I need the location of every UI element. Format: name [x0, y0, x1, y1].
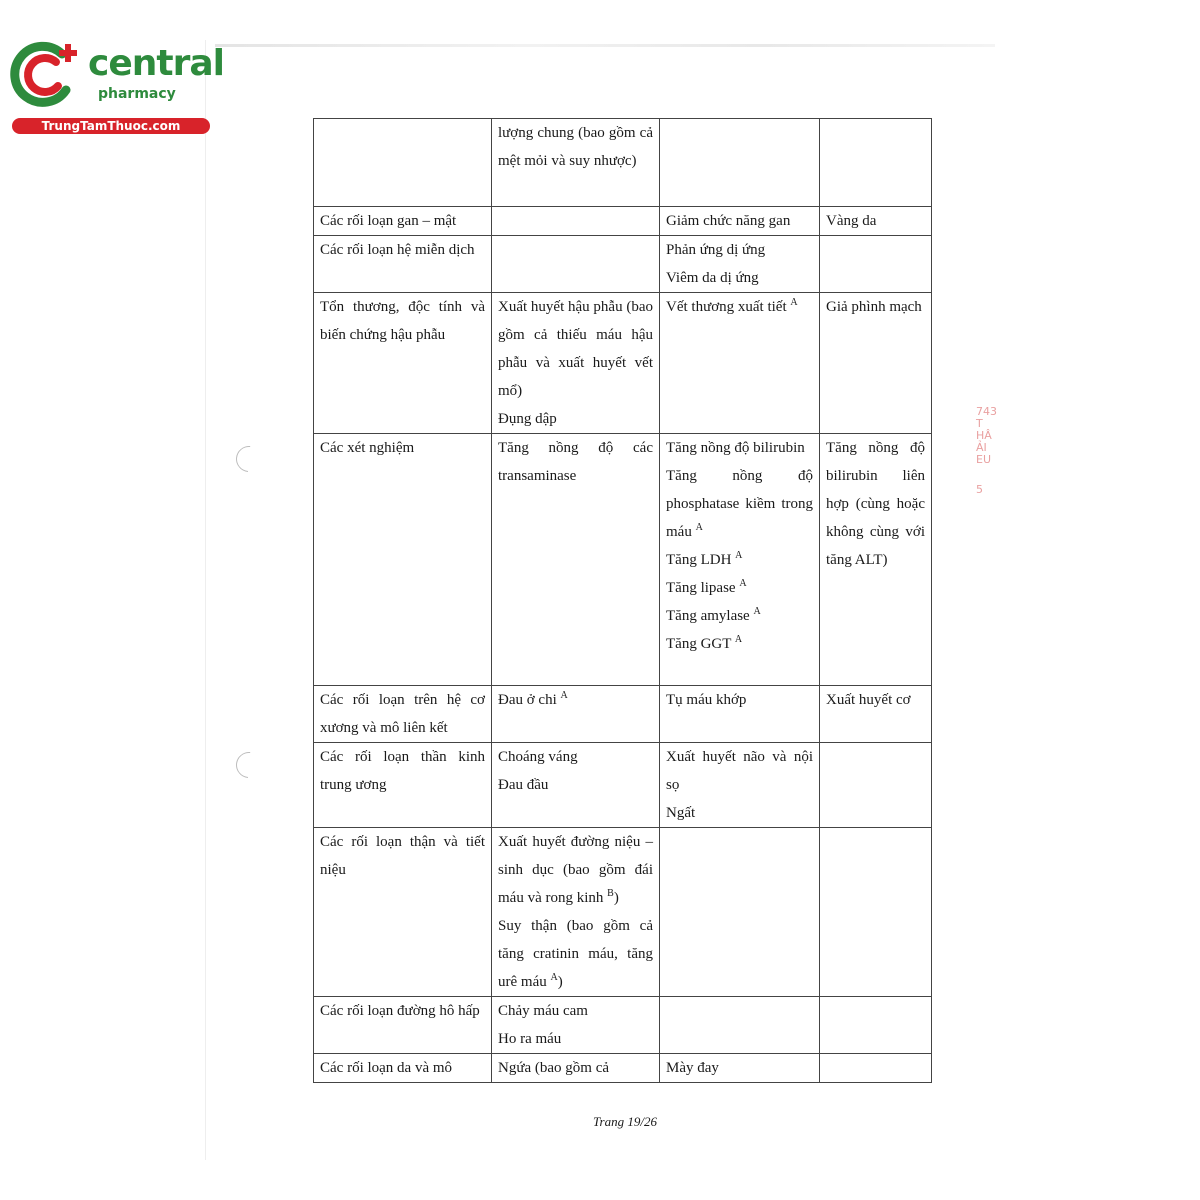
frequency-cell-c1 — [492, 997, 660, 1054]
cell-line: Tăng GGT $^A$ — [666, 634, 743, 652]
cell-line: Tăng LDH $^A$ — [666, 550, 743, 568]
frequency-cell-c2 — [660, 434, 820, 686]
stamp-text: 743 — [976, 405, 997, 418]
frequency-cell-c1 — [492, 828, 660, 997]
cell-line: Xuất huyết hậu phẫu (bao gồm cả thiếu máu hậu phẫu và xuất huyết vết mổ) — [498, 299, 653, 399]
cell-line: Đau ở chi $^A$ — [498, 690, 568, 708]
frequency-cell-c3 — [820, 1054, 932, 1083]
stamp-text: EU — [976, 453, 992, 466]
footnote-marker: A — [695, 522, 703, 533]
footnote-marker: A — [735, 550, 743, 561]
organ-class-cell: Các rối loạn thần kinh trung ương — [314, 743, 492, 828]
table-row — [314, 434, 932, 686]
frequency-cell-c3 — [820, 236, 932, 293]
frequency-cell-c3 — [820, 743, 932, 828]
cell-line: Tăng lipase $^A$ — [666, 578, 747, 596]
brand-name: central — [88, 43, 224, 84]
table-row — [314, 828, 932, 997]
frequency-cell-c3 — [820, 828, 932, 997]
frequency-cell-c1 — [492, 743, 660, 828]
organ-class-cell: Tổn thương, độc tính và biến chứng hậu phẫu — [314, 293, 492, 434]
footnote-marker: A — [550, 972, 558, 983]
footnote-marker: A — [739, 578, 747, 589]
cell-line: Choáng váng — [498, 749, 578, 765]
cell-line: Tăng nồng độ bilirubin liên hợp (cùng hoặc không cùng với tăng ALT) — [826, 440, 925, 568]
table-row — [314, 743, 932, 828]
stamp-text: 5 — [976, 483, 983, 496]
frequency-cell-c1 — [492, 434, 660, 686]
table-row — [314, 119, 932, 207]
frequency-cell-c1 — [492, 1054, 660, 1083]
frequency-cell-c3 — [820, 686, 932, 743]
frequency-cell-c2 — [660, 293, 820, 434]
organ-class-cell: Các xét nghiệm — [314, 434, 492, 686]
cell-line: Phản ứng dị ứng — [666, 242, 766, 258]
frequency-cell-c2 — [660, 207, 820, 236]
organ-class-cell: Các rối loạn trên hệ cơ xương và mô liên kết — [314, 686, 492, 743]
frequency-cell-c3 — [820, 119, 932, 207]
stamp-text: T — [976, 417, 983, 430]
footnote-marker: A — [734, 634, 743, 645]
cell-line: Ho ra máu — [498, 1031, 562, 1047]
cell-line: Tăng amylase $^A$ — [666, 606, 761, 624]
table-row — [314, 1054, 932, 1083]
cell-line: Xuất huyết đường niệu – sinh dục (bao gồm đái máu và rong kinh $^B$) — [498, 834, 653, 906]
cell-line: Xuất huyết não và nội sọ — [666, 749, 813, 793]
organ-class-cell: Các rối loạn thận và tiết niệu — [314, 828, 492, 997]
cell-line: Vàng da — [826, 213, 877, 229]
stamp-text: HÂ — [976, 429, 992, 442]
cell-line: Giả phình mạch — [826, 299, 922, 315]
footnote-marker: A — [753, 606, 761, 617]
adverse-reactions-table — [313, 118, 932, 1083]
frequency-cell-c2 — [660, 997, 820, 1054]
cell-line: Vết thương xuất tiết $^A$ — [666, 297, 798, 315]
frequency-cell-c2 — [660, 686, 820, 743]
organ-class-cell: Các rối loạn hệ miễn dịch — [314, 236, 492, 293]
frequency-cell-c3 — [820, 434, 932, 686]
cell-line: Chảy máu cam — [498, 1003, 588, 1019]
cell-line: Ngất — [666, 805, 696, 821]
table-row — [314, 686, 932, 743]
table-row — [314, 236, 932, 293]
frequency-cell-c1 — [492, 293, 660, 434]
frequency-cell-c2 — [660, 236, 820, 293]
page-number: Trang 19/26 — [593, 1114, 657, 1129]
footnote-marker: A — [560, 690, 568, 701]
scan-top-edge — [215, 44, 995, 47]
cell-line: Mày đay — [666, 1060, 719, 1076]
cell-line: Tăng nồng độ các transaminase — [498, 440, 653, 484]
cell-line: Đau đầu — [498, 777, 549, 793]
brand-website: TrungTamThuoc.com — [12, 118, 210, 134]
frequency-cell-c1 — [492, 686, 660, 743]
cell-line: Đụng dập — [498, 411, 557, 427]
cell-line: Viêm da dị ứng — [666, 270, 759, 286]
table-row — [314, 997, 932, 1054]
cell-line: Suy thận (bao gồm cả tăng cratinin máu, tăng urê máu $^A$) — [498, 918, 653, 990]
cell-line: lượng chung (bao gồm cả mệt mỏi và suy nhược) — [498, 125, 653, 169]
cell-line: Tăng nồng độ phosphatase kiềm trong máu $^A$ — [666, 468, 813, 540]
frequency-cell-c3 — [820, 997, 932, 1054]
table-row — [314, 207, 932, 236]
cell-line: Giảm chức năng gan — [666, 213, 791, 229]
cell-line: Xuất huyết cơ — [826, 692, 911, 708]
footnote-marker: B — [607, 888, 614, 899]
frequency-cell-c1 — [492, 236, 660, 293]
frequency-cell-c2 — [660, 1054, 820, 1083]
organ-class-cell: Các rối loạn đường hô hấp — [314, 997, 492, 1054]
frequency-cell-c1 — [492, 119, 660, 207]
frequency-cell-c1 — [492, 207, 660, 236]
frequency-cell-c2 — [660, 828, 820, 997]
watermark-logo — [10, 38, 224, 138]
stamp-text: ẢI — [976, 441, 987, 454]
frequency-cell-c3 — [820, 207, 932, 236]
frequency-cell-c3 — [820, 293, 932, 434]
table-row — [314, 293, 932, 434]
brand-subtitle: pharmacy — [98, 86, 176, 102]
footnote-marker: A — [790, 297, 798, 308]
cell-line: Tăng nồng độ bilirubin — [666, 440, 805, 456]
frequency-cell-c2 — [660, 743, 820, 828]
frequency-cell-c2 — [660, 119, 820, 207]
central-pharmacy-logo-icon — [10, 40, 82, 108]
stamp-fragment — [976, 406, 998, 496]
organ-class-cell — [314, 119, 492, 207]
organ-class-cell: Các rối loạn gan – mật — [314, 207, 492, 236]
cell-line: Tụ máu khớp — [666, 692, 747, 708]
organ-class-cell: Các rối loạn da và mô — [314, 1054, 492, 1083]
cell-line: Ngứa (bao gồm cả — [498, 1060, 610, 1076]
